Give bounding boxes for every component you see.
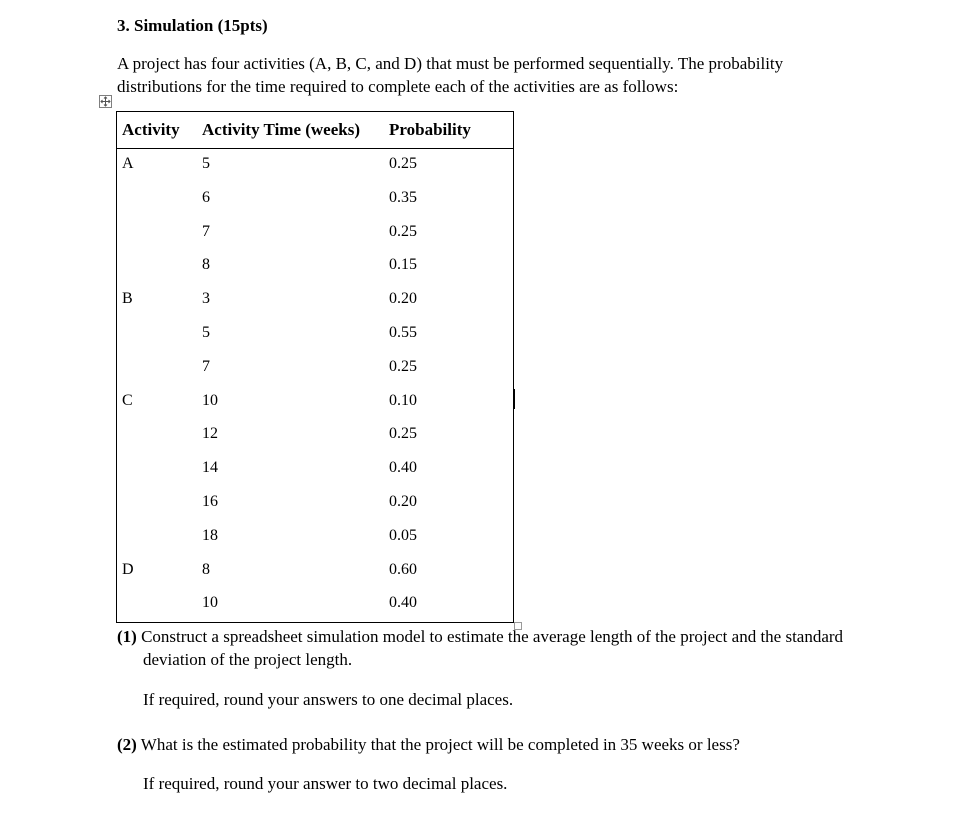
cell-probability: 0.25 (389, 357, 417, 375)
question-1-number: (1) (117, 627, 137, 646)
cell-probability: 0.20 (389, 492, 417, 510)
activity-table (116, 111, 514, 623)
text-cursor (513, 389, 515, 409)
table-row (117, 183, 513, 217)
question-1-note: If required, round your answers to one decimal places. (143, 690, 514, 709)
question-1 (117, 625, 873, 671)
cell-time: 12 (202, 425, 218, 443)
cell-time: 10 (202, 391, 218, 409)
table-row (117, 453, 513, 487)
table-row (117, 352, 513, 386)
cell-probability: 0.40 (389, 459, 417, 477)
table-row (117, 487, 513, 521)
cell-probability: 0.25 (389, 222, 417, 240)
table-header-row (117, 112, 513, 149)
cell-activity: A (122, 155, 134, 172)
cell-probability: 0.40 (389, 594, 417, 612)
cell-probability: 0.10 (389, 391, 417, 409)
cell-time: 5 (202, 155, 210, 172)
cell-probability: 0.60 (389, 560, 417, 578)
cell-probability: 0.15 (389, 256, 417, 274)
header-activity: Activity (122, 120, 180, 139)
table-row (117, 386, 513, 420)
cell-probability: 0.35 (389, 188, 417, 206)
cell-probability: 0.55 (389, 323, 417, 341)
table-row (117, 555, 513, 589)
cell-time: 6 (202, 188, 210, 206)
cell-time: 10 (202, 594, 218, 612)
cell-activity: D (122, 560, 134, 578)
four-arrow-move-icon (100, 96, 111, 107)
table-row (117, 149, 513, 183)
cell-time: 5 (202, 323, 210, 341)
table-row (117, 284, 513, 318)
table-move-handle-icon[interactable] (99, 95, 112, 108)
intro-paragraph: A project has four activities (A, B, C, and D) that must be performed sequentially. The probability distributions for the time required to complete each of the activities are as follows: (117, 54, 784, 96)
cell-time: 18 (202, 526, 218, 544)
cell-probability: 0.25 (389, 425, 417, 443)
cell-time: 7 (202, 357, 210, 375)
header-probability: Probability (389, 120, 471, 139)
question-2-number: (2) (117, 735, 137, 754)
cell-probability: 0.20 (389, 290, 417, 308)
table-row (117, 521, 513, 555)
cell-time: 8 (202, 256, 210, 274)
cell-time: 3 (202, 290, 210, 308)
cell-probability: 0.05 (389, 526, 417, 544)
table-row (117, 318, 513, 352)
question-1-text: Construct a spreadsheet simulation model to estimate the average length of the project and the standard deviation of the project length. (141, 627, 844, 669)
section-heading: 3. Simulation (15pts) (117, 16, 268, 35)
cell-time: 16 (202, 492, 218, 510)
table-body (117, 149, 513, 622)
cell-time: 7 (202, 222, 210, 240)
header-activity-time: Activity Time (weeks) (202, 120, 361, 139)
cell-activity: B (122, 290, 133, 308)
cell-activity: C (122, 391, 133, 409)
table-row (117, 588, 513, 622)
cell-probability: 0.25 (389, 155, 417, 172)
question-2 (117, 733, 847, 756)
cell-time: 14 (202, 459, 218, 477)
table-row (117, 217, 513, 251)
question-2-text: What is the estimated probability that the project will be completed in 35 weeks or less? (140, 735, 740, 754)
table-row (117, 419, 513, 453)
table-row (117, 250, 513, 284)
question-2-note: If required, round your answer to two decimal places. (143, 774, 508, 793)
cell-time: 8 (202, 560, 210, 578)
